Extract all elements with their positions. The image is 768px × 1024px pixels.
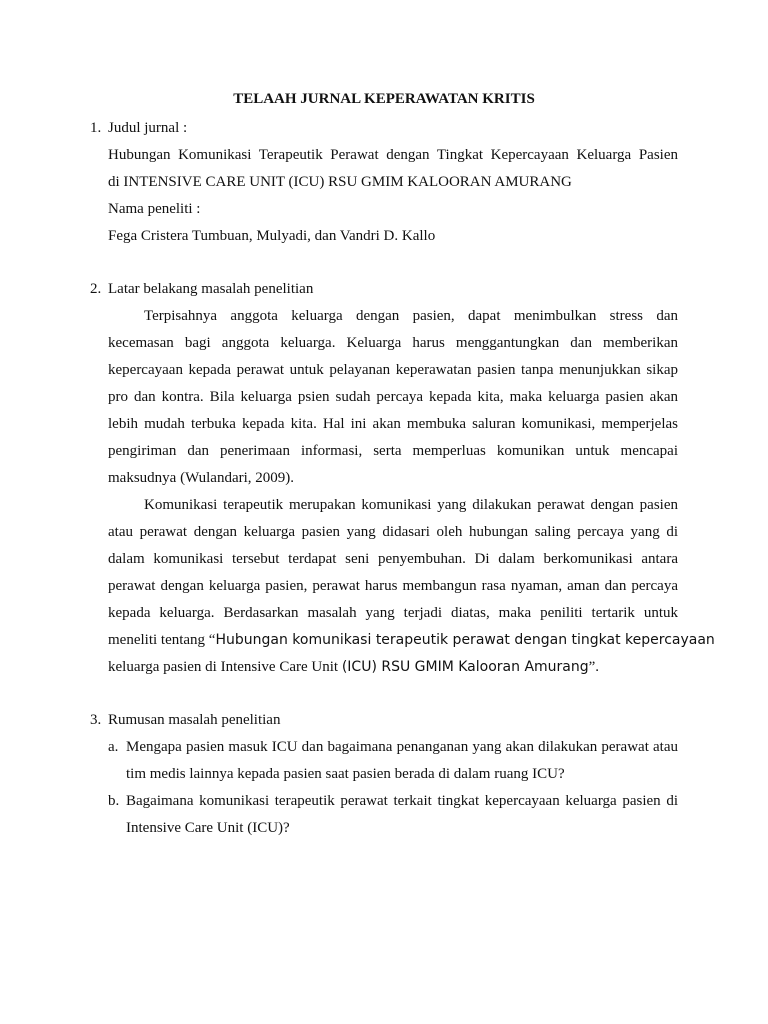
item-b-label: b. [108,793,120,809]
journal-title-line-2: di INTENSIVE CARE UNIT (ICU) RSU GMIM KALOORAN AMURANG [108,174,572,190]
paragraph-2-line: perawat dengan keluarga pasien, perawat harus membangun rasa nyaman, aman dan percaya [108,578,678,594]
item-a-label: a. [108,739,119,755]
paragraph-1-line: pro dan kontra. Bila keluarga psien sudah percaya kepada kita, maka keluarga pasien akan [108,389,678,405]
quoted-title-part-2: keluarga pasien di Intensive Care Unit [108,659,342,675]
paragraph-2-line: Komunikasi terapeutik merupakan komunikasi yang dilakukan perawat dengan pasien [144,497,678,513]
researcher-label: Nama peneliti : [108,201,201,217]
quoted-title-part-1: Hubungan komunikasi terapeutik perawat dengan tingkat kepercayaan [215,632,715,648]
paragraph-2-line: atau perawat dengan keluarga pasien yang didasari oleh hubungan saling percaya yang di [108,524,678,540]
paragraph-2-line: kepada keluarga. Berdasarkan masalah yang terjadi diatas, maka peniliti tertarik untuk [108,605,678,621]
item-a-line-1: Mengapa pasien masuk ICU dan bagaimana penanganan yang akan dilakukan perawat atau [126,739,678,755]
section-3-number: 3. [90,712,102,728]
paragraph-1-line: maksudnya (Wulandari, 2009). [108,470,295,486]
section-1-number: 1. [90,120,102,136]
document-title: TELAAH JURNAL KEPERAWATAN KRITIS [233,91,535,107]
paragraph-2-line [108,659,599,676]
section-3-heading: Rumusan masalah penelitian [108,712,281,728]
paragraph-1-line: pengiriman dan penerimaan informasi, serta memperluas komunikan untuk mencapai [108,443,678,459]
paragraph-1-line: kepercayaan kepada perawat untuk pelayanan keperawatan pasien tanpa menunjukkan sikap [108,362,678,378]
quoted-title-part-3: (ICU) RSU GMIM Kalooran Amurang [341,659,589,675]
item-b-line-1: Bagaimana komunikasi terapeutik perawat terkait tingkat kepercayaan keluarga pasien di [126,793,678,809]
paragraph-1-line: kecemasan bagi anggota keluarga. Keluarga harus menggantungkan dan memberikan [108,335,678,351]
quote-close: ”. [588,659,600,675]
paragraph-2-line: dalam komunikasi tersebut terdapat seni penyembuhan. Di dalam berkomunikasi antara [108,551,678,567]
section-1-heading: Judul jurnal : [108,120,188,136]
item-a-line-2: tim medis lainnya kepada pasien saat pasien berada di dalam ruang ICU? [126,766,565,782]
item-b-line-2: Intensive Care Unit (ICU)? [126,820,290,836]
quote-intro: meneliti tentang “ [108,632,216,648]
paragraph-1-line: lebih mudah terbuka kepada kita. Hal ini akan membuka saluran komunikasi, memperjelas [108,416,678,432]
section-2-number: 2. [90,281,102,297]
paragraph-1-line: Terpisahnya anggota keluarga dengan pasien, dapat menimbulkan stress dan [144,308,678,324]
researcher-names: Fega Cristera Tumbuan, Mulyadi, dan Vandri D. Kallo [108,228,436,244]
paragraph-2-line [108,632,715,649]
journal-title-line-1: Hubungan Komunikasi Terapeutik Perawat dengan Tingkat Kepercayaan Keluarga Pasien [108,147,678,163]
section-2-heading: Latar belakang masalah penelitian [108,281,314,297]
